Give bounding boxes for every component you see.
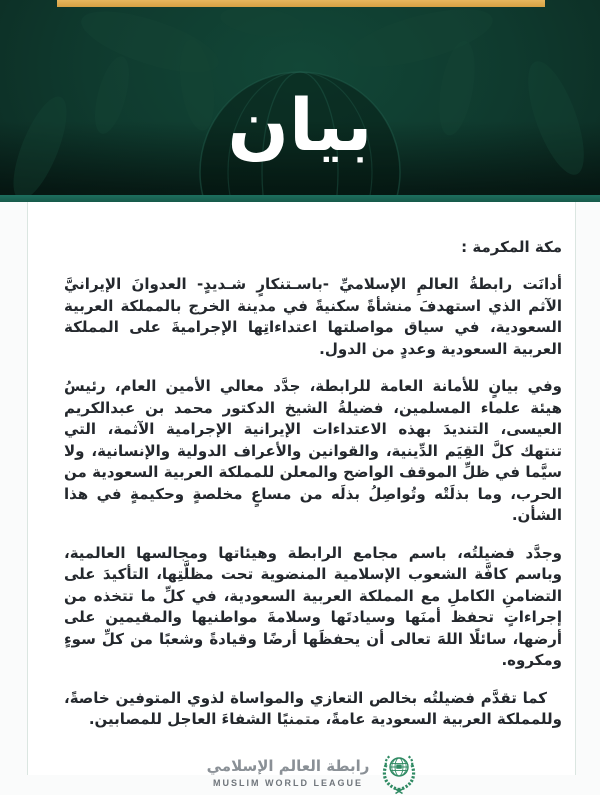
statement-paragraph-1: أدانَت رابطةُ العالمِ الإسلاميِّ -باسـتنكارٍ شـديدٍ- العدوانَ الإيرانيَّ الآثم الذي استهدفَ منشأةً سكنيةً في مدينة الخرج بالمملكة العربية السعودية، في سياق مواصلتها اعتداءاتِها الإجراميةَ على المملكة العربية السعودية وعددٍ من الدول.	[64, 275, 562, 358]
logo-arabic-text: رابطة العالم الإسلامي	[206, 757, 370, 775]
statement-card	[27, 202, 576, 788]
statement-paragraph-2: وفي بيانٍ للأمانة العامة للرابطة، جدَّد معالي الأمين العام، رئيسُ هيئة علماء المسلمين، فضيلةُ الشيخ الدكتور محمد بن عبدالكريم العيسى، التنديدَ بهذه الاعتداءات الإيرانية الإجرامية الآثمة، التي تنتهك كلَّ القِيَم الدِّينية، والقوانين والأعراف الدولية والإنسانية، ولا سيَّما في ظلِّ الموقف الواضح والمعلن للمملكة العربية السعودية من الحرب، وما بذلَتْه وتُواصِلُ بذلَه من مساعٍ مخلصةٍ وحكيمةٍ في هذا الشأن.	[64, 377, 562, 524]
statement-body	[28, 202, 575, 795]
statement-paragraph-3: وجدَّد فضيلتُه، باسم مجامع الرابطة وهيئاتها ومجالسها العالمية، وباسم كافَّة الشعوب الإسلامية المنضوية تحت مظلَّتِها، التأكيدَ على التضامنِ الكاملِ مع المملكة العربية السعودية، في كلِّ ما تتخذه من إجراءاتٍ تحفظ أمنَها وسيادتَها وسلامةَ مواطنيها والمقيمين على أرضها، سائلًا اللهَ تعالى أن يحفظَها أرضًا وقيادةً وشعبًا من كلِّ سوءٍ ومكروه.	[64, 543, 562, 669]
mwl-emblem-icon	[379, 751, 419, 795]
statement-paragraph-4: كما تقدَّم فضيلتُه بخالص التعازي والمواساة لذوي المتوفين خاصةً، وللمملكة العربية السعودية عامةً، متمنيًا الشفاءَ العاجل للمصابين.	[64, 688, 562, 728]
location-heading: مكة المكرمة :	[461, 238, 562, 256]
header-teal-band	[0, 195, 600, 202]
statement-header	[0, 0, 600, 195]
gold-accent-bar	[57, 0, 545, 7]
statement-title: بيان	[227, 83, 373, 167]
logo-english-text: MUSLIM WORLD LEAGUE	[213, 778, 363, 788]
mwl-logo	[64, 751, 562, 795]
mwl-logo-text	[207, 757, 370, 788]
